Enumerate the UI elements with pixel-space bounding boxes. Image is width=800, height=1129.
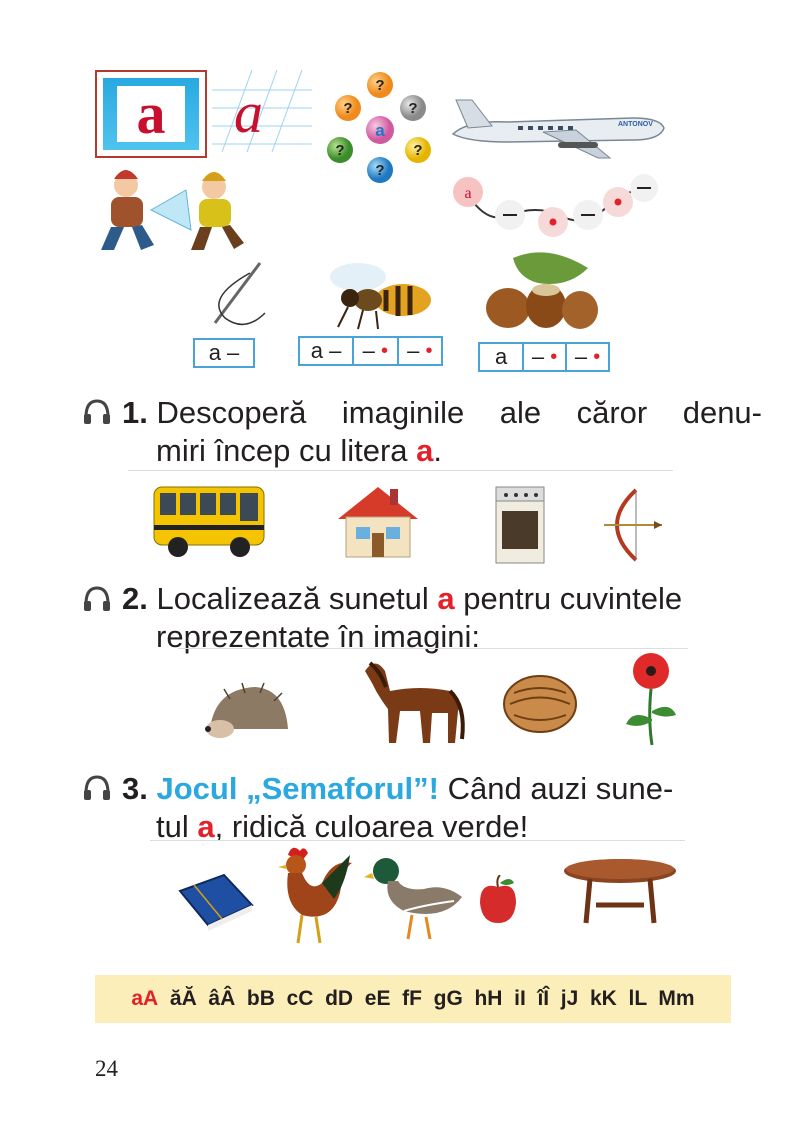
highlight-letter: a [437, 581, 455, 616]
headphones-icon [82, 584, 112, 614]
hazelnut-icon [478, 248, 608, 333]
sound-molecule-icon [318, 70, 443, 190]
exercise-3 [122, 770, 762, 846]
bus-icon [150, 481, 268, 563]
game-title: Jocul „Semaforul”! [156, 771, 439, 806]
bow-and-arrow-icon [596, 485, 666, 565]
svg-text:?: ? [375, 77, 385, 94]
schema-ac [193, 338, 255, 368]
schema-cell: a [480, 344, 524, 370]
schema-cell: – • [574, 344, 601, 369]
dwarfs-icon [96, 165, 246, 255]
table-icon [560, 853, 680, 933]
stove-icon [490, 477, 550, 567]
alphabet-letters: ăĂ âÂ bB cC dD eE fF gG hH iI îÎ jJ kK lL Mm [169, 987, 695, 1010]
exercise-1-end: . [433, 433, 443, 468]
exercise-1-images [128, 470, 673, 571]
highlight-letter: a [416, 433, 434, 468]
svg-text:?: ? [343, 100, 353, 117]
exercise-1 [122, 394, 762, 470]
exercise-2-images [178, 648, 688, 747]
letter-a-print: a [136, 81, 166, 146]
horse-icon [350, 651, 470, 747]
schema-aluna [478, 342, 610, 372]
svg-text:?: ? [375, 162, 385, 179]
hedgehog-icon [200, 679, 295, 741]
duck-icon [364, 851, 466, 943]
highlight-letter: a [197, 809, 215, 844]
schema-cell: a – [208, 340, 240, 365]
headphones-icon [82, 397, 112, 427]
letter-a-script: a [234, 80, 263, 145]
book-icon [174, 871, 256, 931]
apple-icon [476, 875, 520, 927]
svg-text:?: ? [413, 142, 423, 159]
poppy-icon [618, 649, 684, 747]
exercise-3-images [150, 840, 685, 951]
airplane-label: ANTONOV [618, 121, 653, 128]
schema-cell: – • [407, 338, 433, 363]
alphabet-current-letter: aA [131, 987, 159, 1010]
schema-cell: – • [354, 338, 398, 364]
airplane-icon [448, 92, 668, 162]
exercise-number: 1. [122, 395, 148, 430]
schema-cell: – • [524, 344, 567, 370]
letter-a-print-tile [95, 70, 207, 158]
letter-a-script-tile [212, 70, 312, 152]
rooster-icon [262, 843, 354, 949]
alphabet-strip [95, 975, 731, 1023]
headphones-icon [82, 773, 112, 803]
exercise-2-line1: Localizează sunetul [156, 581, 438, 616]
exercise-3-line2: tul [156, 809, 198, 844]
exercise-1-line2: miri încep cu litera [156, 433, 417, 468]
exercise-3-line1-end: Când auzi sune- [438, 771, 674, 806]
exercise-1-line1: Descoperă imaginile ale căror denu- [156, 395, 762, 430]
walnut-icon [500, 671, 580, 737]
needle-icon [200, 258, 270, 338]
svg-text:?: ? [335, 142, 345, 159]
exercise-2-line2: reprezentate în imagini: [156, 619, 480, 654]
exercise-2 [122, 580, 762, 656]
schema-albina [298, 336, 443, 366]
chain-first-letter: a [464, 185, 472, 202]
schema-cell: a – [300, 338, 354, 364]
bee-icon [318, 255, 438, 330]
svg-text:?: ? [408, 100, 418, 117]
molecule-center-letter: a [375, 121, 385, 140]
exercise-number: 2. [122, 581, 148, 616]
exercise-number: 3. [122, 771, 148, 806]
house-icon [328, 479, 428, 565]
exercise-2-line1-end: pentru cuvintele [454, 581, 683, 616]
page-number: 24 [95, 1056, 118, 1081]
alphabet-rest [158, 987, 170, 1011]
exercise-3-line2-end: , ridică culoarea verde! [214, 809, 529, 844]
sound-chain-icon [448, 170, 663, 240]
